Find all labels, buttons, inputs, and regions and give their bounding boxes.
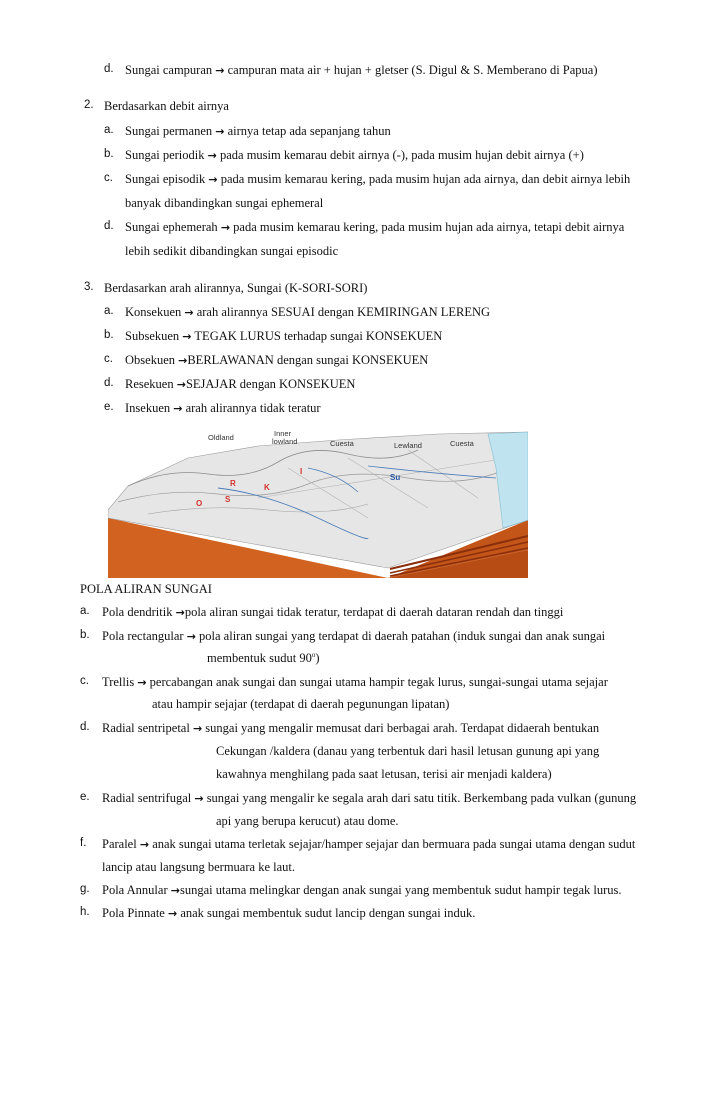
arrow-right-icon: → <box>167 907 178 920</box>
term: Konsekuen <box>125 305 182 319</box>
degree-sup: o <box>311 650 316 659</box>
letter-o: O <box>196 499 203 508</box>
list-marker: d. <box>104 377 114 389</box>
section-heading: Berdasarkan debit airnya <box>104 99 229 113</box>
list-marker: c. <box>80 675 89 687</box>
continuation-line: lancip atau langsung bermuara ke laut. <box>102 860 295 874</box>
list-item <box>125 221 624 234</box>
list-marker: c. <box>104 353 113 365</box>
label-lewland: Lewland <box>394 441 422 450</box>
letter-r: R <box>230 479 236 488</box>
arrow-right-icon: → <box>178 354 188 367</box>
definition: BERLAWANAN dengan sungai KONSEKUEN <box>187 353 429 367</box>
list-item <box>125 125 391 138</box>
arrow-right-icon: → <box>215 125 225 138</box>
term: Sungai periodik <box>125 148 205 162</box>
letter-s: S <box>225 495 231 504</box>
definition: pada musim kemarau debit airnya (-), pada musim hujan debit airnya (+) <box>219 148 584 162</box>
list-marker: a. <box>104 124 114 136</box>
definition: percabangan anak sungai dan sungai utama hampir tegak lurus, sungai-sungai utama sejajar <box>149 675 608 689</box>
arrow-right-icon: → <box>208 173 218 186</box>
section-number: 2. <box>84 99 94 111</box>
letter-su: Su <box>390 473 401 482</box>
term: Pola rectangular <box>102 629 184 643</box>
continuation-end: ) <box>315 651 320 665</box>
definition: campuran mata air + hujan + gletser (S. Digul & S. Memberano di Papua) <box>227 63 598 77</box>
list-marker: c. <box>104 172 113 184</box>
list-marker: g. <box>80 883 90 895</box>
arrow-right-icon: → <box>170 884 180 897</box>
list-marker: d. <box>104 63 114 75</box>
definition: sungai utama melingkar dengan anak sungai yang membentuk sudut hampir tegak lurus. <box>179 883 622 897</box>
term: Insekuen <box>125 401 171 415</box>
section-number: 3. <box>84 281 94 293</box>
list-item <box>102 606 563 619</box>
continuation-line: atau hampir sejajar (terdapat di daerah pegunungan lipatan) <box>152 697 450 711</box>
continuation-text: membentuk sudut 90 <box>207 651 312 665</box>
list-item <box>125 149 584 162</box>
river-block-diagram <box>108 428 528 578</box>
continuation-line: lebih sedikit dibandingkan sungai episodic <box>125 244 339 258</box>
letter-k: K <box>264 483 270 492</box>
term: Sungai permanen <box>125 124 213 138</box>
list-item <box>125 330 442 343</box>
label-cuesta-2: Cuesta <box>450 439 474 448</box>
term: Sungai campuran <box>125 63 213 77</box>
term: Radial sentripetal <box>102 721 190 735</box>
list-item <box>102 630 605 643</box>
arrow-right-icon: → <box>176 378 186 391</box>
arrow-right-icon: → <box>139 838 150 851</box>
arrow-right-icon: → <box>220 221 231 234</box>
list-item <box>102 792 636 805</box>
definition: airnya tetap ada sepanjang tahun <box>227 124 391 138</box>
arrow-right-icon: → <box>207 149 217 162</box>
term: Paralel <box>102 837 137 851</box>
list-marker: a. <box>104 305 114 317</box>
list-item <box>125 354 428 367</box>
term: Pola dendritik <box>102 605 173 619</box>
list-marker: a. <box>80 605 90 617</box>
arrow-right-icon: → <box>182 330 192 343</box>
term: Obsekuen <box>125 353 175 367</box>
definition: arah alirannya tidak teratur <box>185 401 321 415</box>
label-oldland: Oldland <box>208 433 234 442</box>
term: Trellis <box>102 675 135 689</box>
list-marker: e. <box>80 791 90 803</box>
term: Radial sentrifugal <box>102 791 192 805</box>
list-item <box>125 378 355 391</box>
section-heading-pola: POLA ALIRAN SUNGAI <box>80 582 212 596</box>
term: Sungai ephemerah <box>125 220 218 234</box>
list-marker: b. <box>80 629 90 641</box>
arrow-right-icon: → <box>186 630 196 643</box>
arrow-right-icon: → <box>192 722 203 735</box>
list-item <box>125 173 630 186</box>
list-marker: b. <box>104 148 114 160</box>
continuation-line: Cekungan /kaldera (danau yang terbentuk dari hasil letusan gunung api yang <box>216 744 600 758</box>
term: Resekuen <box>125 377 174 391</box>
list-marker: d. <box>80 721 90 733</box>
definition: anak sungai utama terletak sejajar/hamper sejajar dan bermuara pada sungai utama dengan sudut <box>152 837 636 851</box>
arrow-right-icon: → <box>175 606 185 619</box>
arrow-right-icon: → <box>215 64 225 77</box>
definition: pola aliran sungai tidak teratur, terdapat di daerah dataran rendah dan tinggi <box>184 605 564 619</box>
arrow-right-icon: → <box>173 402 183 415</box>
definition: anak sungai membentuk sudut lancip dengan sungai induk. <box>180 906 476 920</box>
definition: sungai yang mengalir ke segala arah dari satu titik. Berkembang pada vulkan (gunung <box>206 791 637 805</box>
list-marker: d. <box>104 220 114 232</box>
arrow-right-icon: → <box>194 792 204 805</box>
list-item <box>125 402 321 415</box>
arrow-right-icon: → <box>184 306 194 319</box>
definition: pola aliran sungai yang terdapat di daerah patahan (induk sungai dan anak sungai <box>199 629 606 643</box>
list-marker: b. <box>104 329 114 341</box>
label-inner: Inner <box>274 429 292 438</box>
list-marker: f. <box>80 837 87 849</box>
list-item <box>102 884 622 897</box>
term: Pola Annular <box>102 883 168 897</box>
list-item <box>125 306 490 319</box>
continuation-line: banyak dibandingkan sungai ephemeral <box>125 196 324 210</box>
definition: sungai yang mengalir memusat dari berbagai arah. Terdapat didaerah bentukan <box>205 721 600 735</box>
list-item <box>102 838 635 851</box>
term: Subsekuen <box>125 329 180 343</box>
continuation-line: kawahnya menghilang pada saat letusan, terisi air menjadi kaldera) <box>216 767 552 781</box>
definition: arah alirannya SESUAI dengan KEMIRINGAN LERENG <box>196 305 491 319</box>
list-item <box>102 907 475 920</box>
list-item <box>102 676 608 689</box>
term: Pola Pinnate <box>102 906 165 920</box>
continuation-line: api yang berupa kerucut) atau dome. <box>216 814 399 828</box>
section-heading: Berdasarkan arah alirannya, Sungai (K-SORI-SORI) <box>104 281 368 295</box>
list-marker: h. <box>80 906 90 918</box>
definition: pada musim kemarau kering, pada musim hujan ada airnya, dan debit airnya lebih <box>220 172 631 186</box>
definition: TEGAK LURUS terhadap sungai KONSEKUEN <box>194 329 443 343</box>
list-item <box>102 722 599 735</box>
term: Sungai episodik <box>125 172 206 186</box>
letter-i: I <box>300 467 303 476</box>
definition: pada musim kemarau kering, pada musim hujan ada airnya, tetapi debit airnya <box>233 220 625 234</box>
list-item-sungai-campuran <box>125 64 598 77</box>
list-marker: e. <box>104 401 114 413</box>
label-cuesta-1: Cuesta <box>330 439 354 448</box>
arrow-right-icon: → <box>137 676 147 689</box>
continuation-line <box>207 652 320 665</box>
label-lowland: lowland <box>272 437 298 446</box>
definition: SEJAJAR dengan KONSEKUEN <box>185 377 356 391</box>
